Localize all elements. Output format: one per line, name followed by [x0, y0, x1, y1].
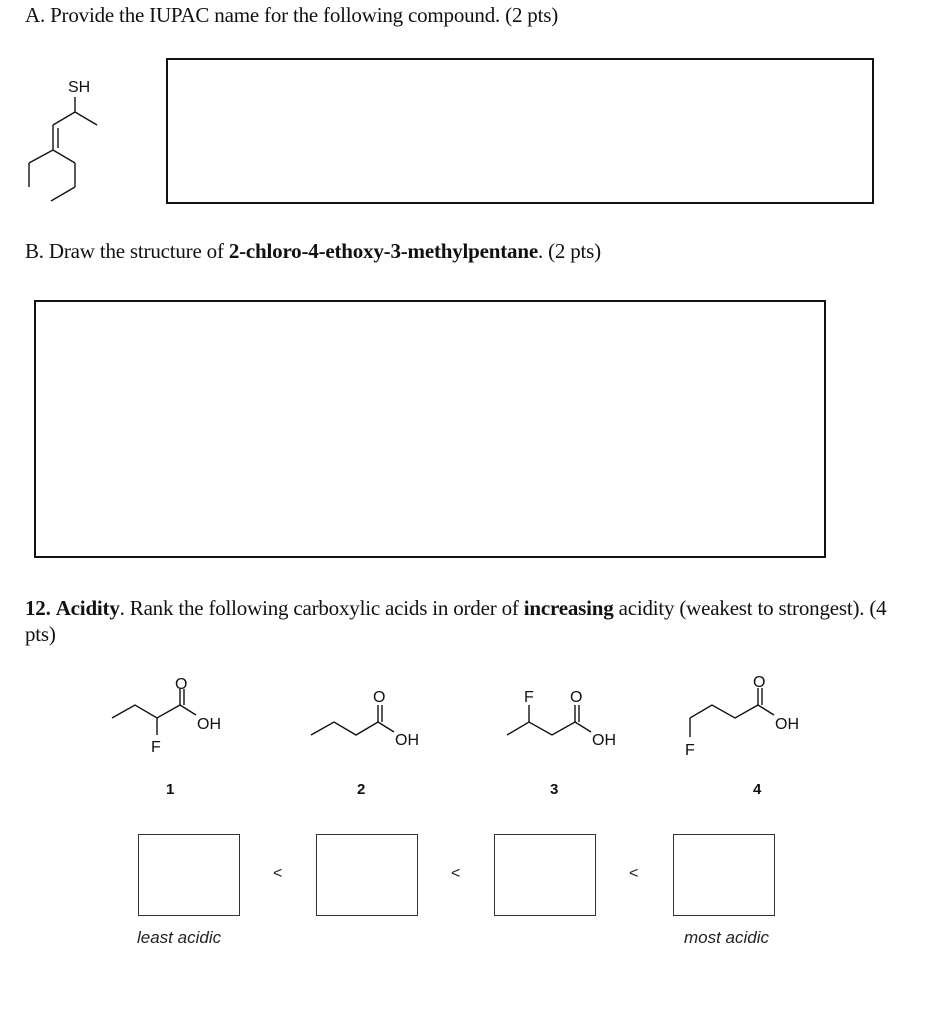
compound-3-fluorine: F: [524, 689, 534, 706]
compound-2-number: 2: [357, 781, 366, 798]
question-12-emphasis: increasing: [523, 596, 614, 620]
compound-2-carbonyl-o: O: [373, 689, 386, 706]
part-b-letter: B.: [25, 239, 44, 263]
question-12-points: (4 pts): [25, 596, 887, 646]
compound-3-hydroxyl: OH: [592, 732, 616, 749]
most-acidic-caption: most acidic: [684, 928, 770, 947]
compound-3-number: 3: [550, 781, 559, 798]
compound-4-fluorine: F: [685, 742, 695, 759]
part-a-answer-box[interactable]: [166, 58, 874, 204]
part-b-prompt: Draw the structure of: [48, 239, 224, 263]
rank-slot-1[interactable]: [138, 834, 240, 916]
part-a-letter: A.: [25, 3, 46, 27]
part-b-period: .: [537, 239, 544, 263]
less-than-2: <: [451, 865, 461, 882]
compound-4-hydroxyl: OH: [775, 716, 799, 733]
part-a-prompt: Provide the IUPAC name for the following compound.: [50, 3, 501, 27]
part-a-points: (2 pts): [505, 3, 558, 27]
compound-1-fluorine: F: [151, 739, 161, 756]
part-b-answer-box[interactable]: [34, 300, 826, 558]
compound-3-carbonyl-o: O: [570, 689, 583, 706]
compound-2-hydroxyl: OH: [395, 732, 419, 749]
less-than-3: <: [629, 865, 639, 882]
part-b-points: (2 pts): [548, 239, 601, 263]
part-b-compound-name: 2-chloro-4-ethoxy-3-methylpentane: [228, 239, 538, 263]
compound-1-structure: [108, 675, 238, 765]
compound-1-number: 1: [166, 781, 175, 798]
less-than-1: <: [273, 865, 283, 882]
rank-slot-3[interactable]: [494, 834, 596, 916]
question-12-number: 12.: [25, 596, 51, 620]
compound-3-structure: [505, 685, 635, 755]
compound-1-hydroxyl: OH: [197, 716, 221, 733]
sh-label: SH: [68, 79, 91, 96]
question-12-prompt-pre: . Rank the following carboxylic acids in order of: [119, 596, 519, 620]
rank-slot-2[interactable]: [316, 834, 418, 916]
question-12-topic: Acidity: [55, 596, 120, 620]
part-a-question: [25, 2, 558, 28]
part-b-question: [25, 238, 601, 264]
compound-2-structure: [308, 685, 438, 755]
rank-slot-4[interactable]: [673, 834, 775, 916]
compound-1-carbonyl-o: O: [175, 676, 188, 693]
compound-4-structure: [682, 675, 812, 765]
compound-4-carbonyl-o: O: [753, 674, 766, 691]
least-acidic-caption: least acidic: [137, 928, 222, 947]
part-a-molecule-structure: [20, 74, 110, 214]
question-12-prompt-post: acidity (weakest to strongest).: [618, 596, 865, 620]
question-12-prompt: [25, 595, 915, 647]
compound-4-number: 4: [753, 781, 762, 798]
